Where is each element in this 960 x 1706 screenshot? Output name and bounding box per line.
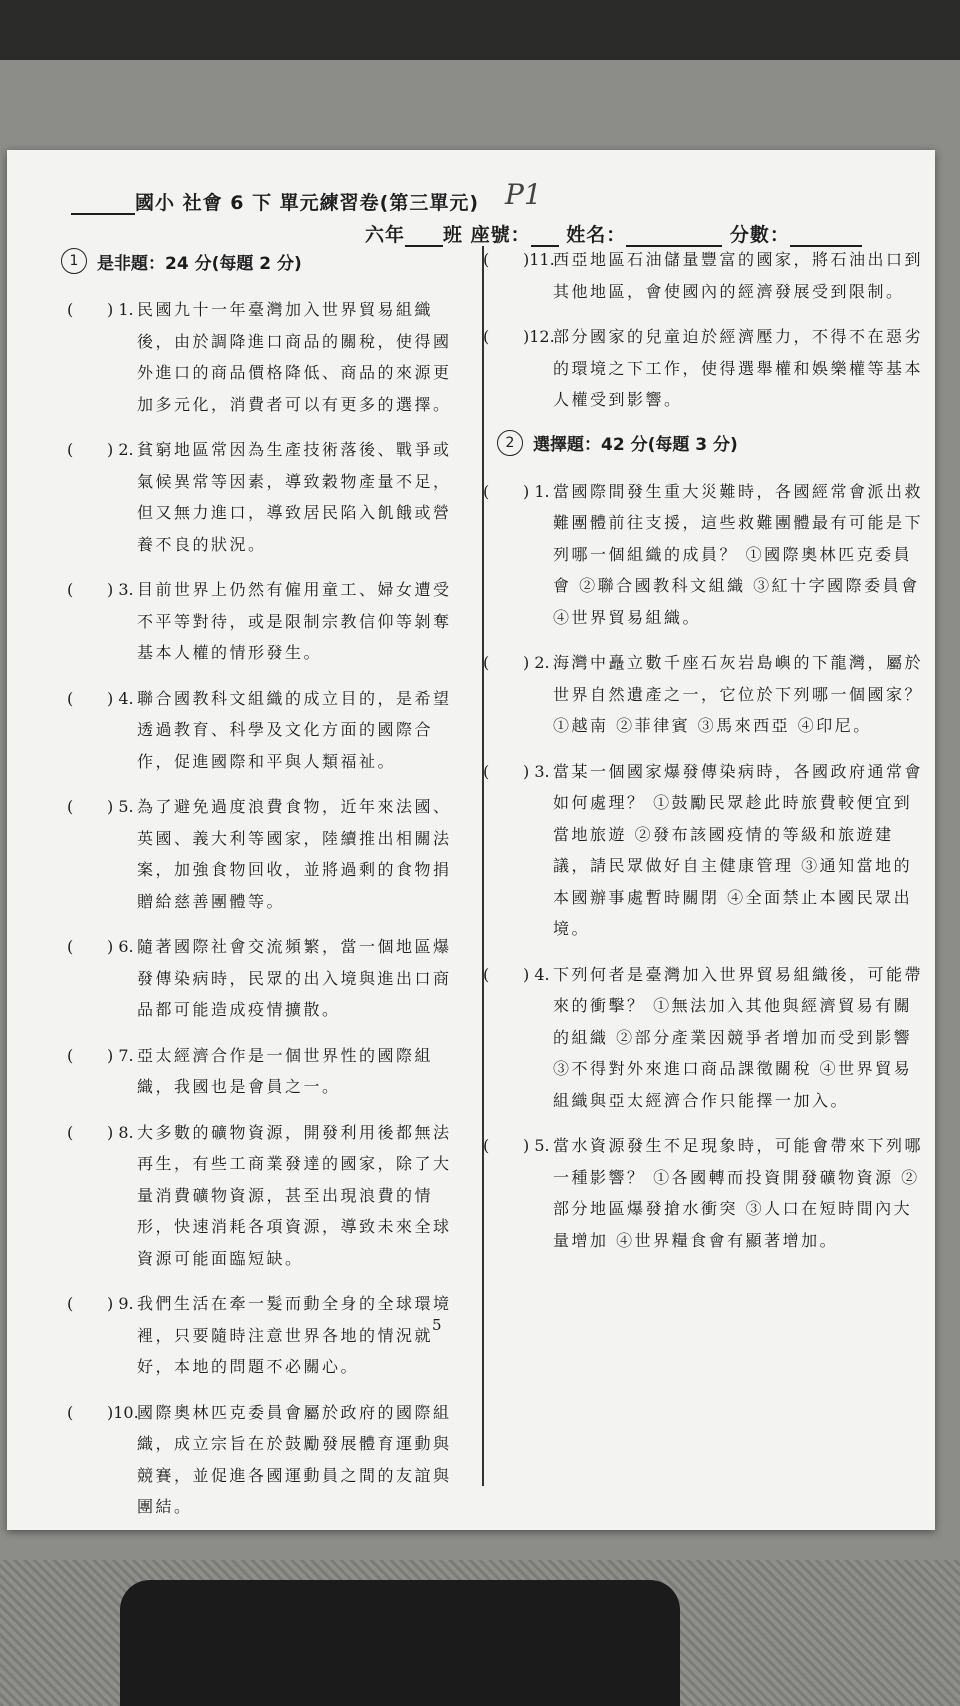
question-number: ) 9. <box>107 1294 134 1313</box>
question-item <box>483 959 923 1117</box>
background-top <box>0 0 960 60</box>
question-item <box>47 574 467 669</box>
question-text: 當水資源發生不足現象時，可能會帶來下列哪一種影響？ ①各國轉而投資開發礦物資源 ②部分地區爆發搶水衝突 ③人口在短時間內大量增加 ④世界糧食會有顯著增加。 <box>553 1136 924 1250</box>
question-number: )12. <box>523 327 555 346</box>
question-item <box>47 931 467 1026</box>
answer-bracket[interactable]: ( <box>67 580 74 599</box>
answer-bracket[interactable]: ( <box>483 964 490 984</box>
question-number: )10. <box>107 1402 139 1422</box>
answer-bracket[interactable]: ( <box>483 481 490 501</box>
question-number: )11. <box>523 250 555 269</box>
question-item <box>47 791 467 917</box>
answer-bracket[interactable]: ( <box>483 327 490 346</box>
answer-bracket[interactable]: ( <box>67 1122 74 1142</box>
question-number: ) 2. <box>107 440 134 459</box>
worksheet-title <box>71 188 479 215</box>
name-label: 姓名： <box>558 224 627 246</box>
student-info-line <box>365 220 862 247</box>
question-item <box>483 476 923 634</box>
question-item <box>483 1130 923 1256</box>
question-number: ) 7. <box>107 1045 134 1065</box>
question-number: ) 3. <box>523 761 550 781</box>
answer-bracket[interactable]: ( <box>67 300 74 319</box>
question-text: 聯合國教科文組織的成立目的，是希望透過教育、科學及文化方面的國際合作，促進國際和平與人類福祉。 <box>137 688 452 771</box>
question-item <box>47 1040 467 1103</box>
question-number: ) 8. <box>107 1122 134 1142</box>
question-text: 當國際間發生重大災難時，各國經常會派出救難團體前往支援，這些救難團體最有可能是下列哪一個組織的成員？ ①國際奧林匹克委員會 ②聯合國教科文組織 ③紅十字國際委員會 ④世界貿易組織。 <box>553 481 924 627</box>
right-column <box>483 244 923 1270</box>
question-number: ) 3. <box>107 580 134 599</box>
answer-bracket[interactable]: ( <box>67 797 74 816</box>
question-text: 貧窮地區常因為生產技術落後、戰爭或氣候異常等因素，導致穀物產量不足，但又無力進口，導致居民陷入飢餓或營養不良的狀況。 <box>137 440 452 554</box>
question-item <box>483 244 923 307</box>
question-text: 大多數的礦物資源，開發利用後都無法再生，有些工商業發達的國家，除了大量消費礦物資源，甚至出現浪費的情形，快速消耗各項資源，導致未來全球資源可能面臨短缺。 <box>137 1122 452 1268</box>
question-item <box>47 683 467 778</box>
section2-title-text: 選擇題：42 分(每題 3 分) <box>533 435 738 455</box>
seat-label: 班 座號： <box>443 224 531 246</box>
question-item <box>47 1397 467 1523</box>
section2-number: 2 <box>497 430 523 456</box>
question-number: ) 2. <box>523 653 550 672</box>
question-text: 國際奧林匹克委員會屬於政府的國際組織，成立宗旨在於鼓勵發展體育運動與競賽，並促進各國運動員之間的友誼與團結。 <box>137 1402 452 1516</box>
score-label: 分數： <box>722 224 790 246</box>
school-blank[interactable] <box>71 213 135 215</box>
question-item <box>47 434 467 560</box>
question-item <box>483 647 923 742</box>
section1-title-text: 是非題：24 分(每題 2 分) <box>97 253 302 274</box>
question-text: 為了避免過度浪費食物，近年來法國、英國、義大利等國家，陸續推出相關法案，加強食物回收，並將過剩的食物捐贈給慈善團體等。 <box>137 797 452 911</box>
question-item <box>483 321 923 416</box>
question-text: 我們生活在牽一髮而動全身的全球環境裡，只要隨時注意世界各地的情況就好，本地的問題不必關心。 <box>137 1294 452 1376</box>
question-number: ) 6. <box>107 937 134 956</box>
answer-bracket[interactable]: ( <box>483 1136 490 1155</box>
answer-bracket[interactable]: ( <box>67 688 74 708</box>
question-text: 亞太經濟合作是一個世界性的國際組織，我國也是會員之一。 <box>137 1045 434 1096</box>
left-column <box>47 244 467 1537</box>
answer-bracket[interactable]: ( <box>483 653 490 672</box>
answer-bracket[interactable]: ( <box>67 1294 74 1313</box>
question-item <box>47 1288 467 1383</box>
answer-bracket[interactable]: ( <box>67 440 74 459</box>
answer-bracket[interactable]: ( <box>67 1045 74 1065</box>
question-text: 隨著國際社會交流頻繁，當一個地區爆發傳染病時，民眾的出入境與進出口商品都可能造成疫情擴散。 <box>137 937 452 1019</box>
section1-title <box>61 248 467 274</box>
question-text: 西亞地區石油儲量豐富的國家，將石油出口到其他地區，會使國內的經濟發展受到限制。 <box>553 250 924 301</box>
question-number: ) 5. <box>523 1136 550 1155</box>
question-number: ) 1. <box>107 300 134 319</box>
question-item <box>47 294 467 420</box>
question-number: ) 4. <box>107 688 134 708</box>
title-text: 國小 社會 6 下 單元練習卷(第三單元) <box>135 192 480 214</box>
answer-bracket[interactable]: ( <box>483 761 490 781</box>
answer-bracket[interactable]: ( <box>67 937 74 956</box>
worksheet-paper <box>7 150 935 1530</box>
section1-number: 1 <box>61 248 87 274</box>
question-text: 海灣中矗立數千座石灰岩島嶼的下龍灣，屬於世界自然遺產之一，它位於下列哪一個國家？ ①越南 ②菲律賓 ③馬來西亞 ④印尼。 <box>553 653 924 735</box>
dark-object <box>120 1580 680 1706</box>
grade-label: 六年 <box>365 224 406 246</box>
section2-title <box>497 430 923 456</box>
question-text: 目前世界上仍然有僱用童工、婦女遭受不平等對待，或是限制宗教信仰等剝奪基本人權的情形發生。 <box>137 580 452 662</box>
question-number: ) 4. <box>523 964 550 984</box>
answer-bracket[interactable]: ( <box>67 1402 74 1422</box>
handwritten-mark: P1 <box>505 178 542 211</box>
question-item <box>47 1117 467 1275</box>
question-text: 部分國家的兒童迫於經濟壓力，不得不在惡劣的環境之下工作，使得選舉權和娛樂權等基本人權受到影響。 <box>553 327 924 409</box>
question-number: ) 1. <box>523 481 550 501</box>
page-number: 5 <box>432 1316 442 1334</box>
question-text: 下列何者是臺灣加入世界貿易組織後，可能帶來的衝擊？ ①無法加入其他與經濟貿易有關的組織 ②部分產業因競爭者增加而受到影響 ③不得對外來進口商品課徵關稅 ④世界貿易組織與亞太經濟合作只能擇一加入。 <box>553 964 924 1110</box>
question-text: 當某一個國家爆發傳染病時，各國政府通常會如何處理？ ①鼓勵民眾趁此時旅費較便宜到當地旅遊 ②發布該國疫情的等級和旅遊建議，請民眾做好自主健康管理 ③通知當地的本國辦事處暫時關閉 ④全面禁止本國民眾出境。 <box>553 761 924 938</box>
question-text: 民國九十一年臺灣加入世界貿易組織後，由於調降進口商品的關稅，使得國外進口的商品價格降低、商品的來源更加多元化，消費者可以有更多的選擇。 <box>137 300 452 414</box>
question-number: ) 5. <box>107 797 134 816</box>
answer-bracket[interactable]: ( <box>483 250 490 269</box>
question-item <box>483 756 923 945</box>
